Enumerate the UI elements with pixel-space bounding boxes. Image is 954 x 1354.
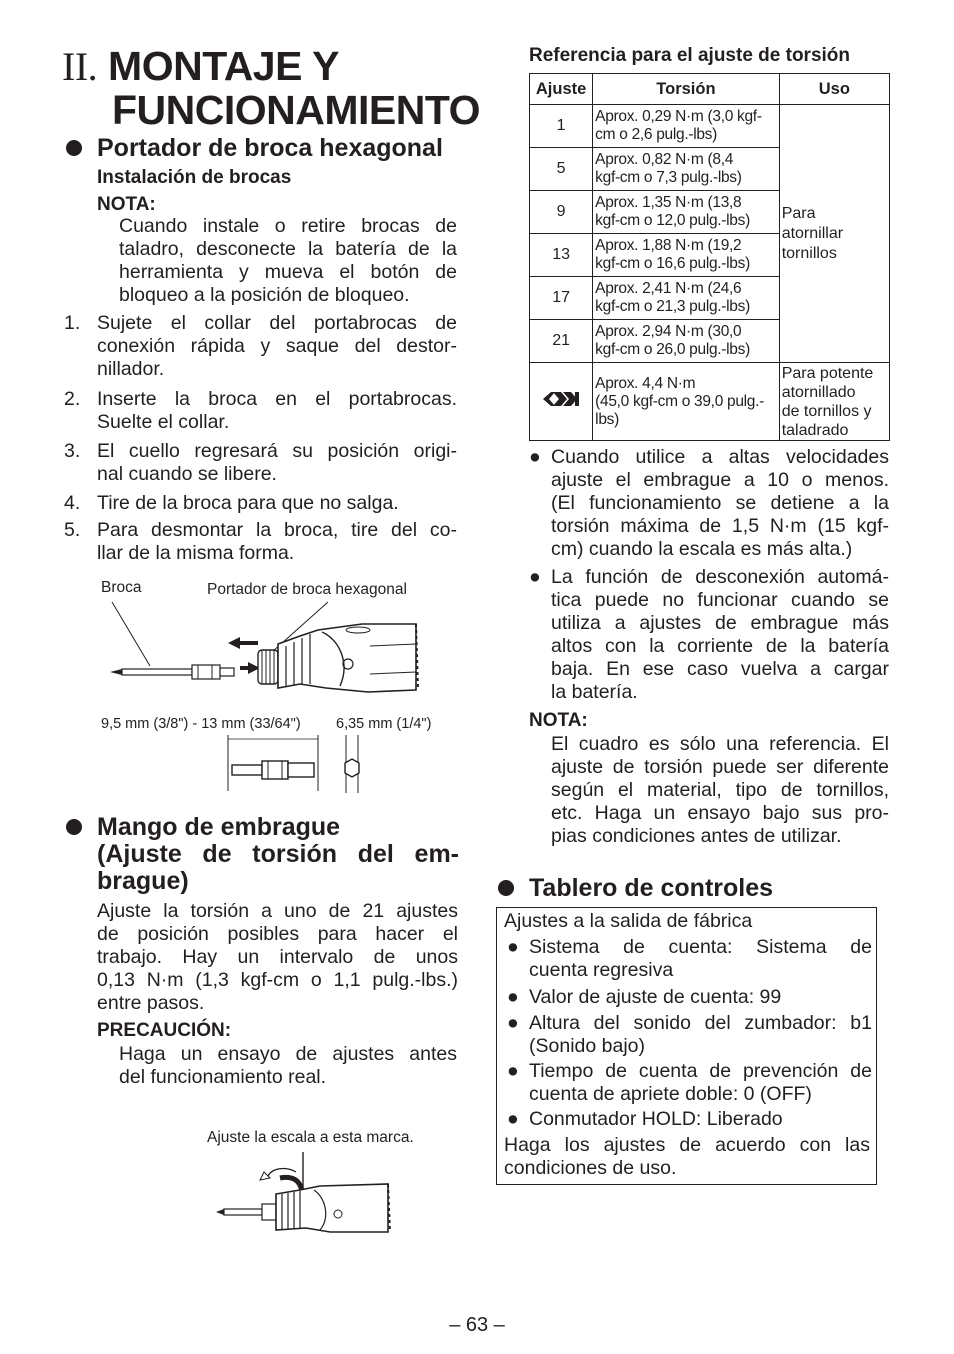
table-row: 17 Aprox. 2,41 N·m (24,6 kgf-cm o 21,3 pulg.-lbs) bbox=[530, 277, 890, 320]
bit-dimension-diagram bbox=[220, 733, 380, 793]
factory-settings-list: ● Sistema de cuenta: Sistema de cuenta regresiva ● Valor de ajuste de cuenta: 99 ● Altura del sonido del zumbador: b1 (Sonido bajo) ● Tiempo de cuenta de prevención de cuenta de apriete doble: 0 (OFF) ● Conmutador HOLD: Liberado bbox=[507, 936, 872, 1130]
uso-screws-cell: Para atornillar tornillos bbox=[779, 105, 889, 363]
section-title-line2: FUNCIONAMIENTO bbox=[112, 87, 481, 133]
fig-label-holder: Portador de broca hexagonal bbox=[207, 581, 407, 598]
clutch-fig-label: Ajuste la escala a esta marca. bbox=[207, 1129, 414, 1146]
panel-heading: Tablero de controles bbox=[529, 874, 774, 902]
drill-mode-icon bbox=[541, 390, 581, 408]
dim-length-label: 9,5 mm (3/8") - 13 mm (33/64") bbox=[101, 716, 301, 732]
bit-install-illustration bbox=[100, 596, 430, 706]
table-row: 13 Aprox. 1,88 N·m (19,2 kgf-cm o 16,6 pulg.-lbs) bbox=[530, 234, 890, 277]
table-row: Aprox. 4,4 N·m (45,0 kgf-cm o 39,0 pulg.- lbs) Para potente atornillado de tornillos y taladrado bbox=[530, 363, 890, 441]
caution-text: Haga un ensayo de ajustes antes del funcionamiento real. bbox=[119, 1043, 457, 1088]
hex-note-label: NOTA: bbox=[97, 194, 156, 215]
table-header-row bbox=[530, 74, 890, 105]
heading-bullet-icon bbox=[66, 140, 82, 156]
right-note-text: El cuadro es sólo una referencia. El ajuste de torsión puede ser diferente según el material, tipo de tornillos, etc. Haga un ensayo bajo sus pro- pias condiciones antes de utilizar. bbox=[551, 733, 889, 847]
table-row: 5 Aprox. 0,82 N·m (8,4 kgf-cm o 7,3 pulg.-lbs) bbox=[530, 148, 890, 191]
torque-table-caption: Referencia para el ajuste de torsión bbox=[529, 45, 851, 66]
hex-note-text: Cuando instale o retire brocas de taladro, desconecte la batería de la herramienta y mueva el botón de bloqueo a la posición de bloqueo. bbox=[119, 215, 457, 306]
panel-outro: Haga los ajustes de acuerdo con las condiciones de uso. bbox=[504, 1134, 870, 1179]
header-torsion: Torsión bbox=[593, 74, 780, 105]
clutch-body: Ajuste la torsión a uno de 21 ajustes de posición posibles para hacer el trabajo. Hay un intervalo de unos 0,13 N·m (1,3 kgf-cm o 1,1 pulg.-lbs.) entre pasos. bbox=[97, 900, 458, 1014]
heading-bullet-icon bbox=[498, 880, 514, 896]
header-ajuste: Ajuste bbox=[530, 74, 593, 105]
header-uso: Uso bbox=[779, 74, 889, 105]
section-roman-numeral: II. bbox=[62, 44, 98, 89]
list-item: ● La función de desconexión automá- tica puede no funcionar cuando se utiliza a ajustes de embrague más altos con la corriente de la batería baja. En ese caso vuelva a cargar la batería. bbox=[529, 566, 889, 703]
right-note-label: NOTA: bbox=[529, 710, 588, 731]
hex-subheading: Instalación de brocas bbox=[97, 167, 292, 188]
caution-label: PRECAUCIÓN: bbox=[97, 1020, 232, 1041]
section-title-line1: MONTAJE Y bbox=[108, 43, 339, 89]
section-title bbox=[62, 44, 339, 89]
dim-hex-label: 6,35 mm (1/4") bbox=[336, 716, 432, 732]
table-row: 21 Aprox. 2,94 N·m (30,0 kgf-cm o 26,0 pulg.-lbs) bbox=[530, 320, 890, 363]
list-item: ● Cuando utilice a altas velocidades ajuste el embrague a 10 o menos. (El funcionamiento se detiene a la torsión máxima de 1,5 N·m (15 kgf- cm) cuando la escala es más alta.) bbox=[529, 446, 889, 560]
install-steps-list: 1. Sujete el collar del portabrocas de conexión rápida y saque del destor- nillador. 2. Inserte la broca en el portabrocas. Suelte el collar. 3. El cuello regresará su posición origi- nal cuando se libere. 4. Tire de la broca para que no salga. 5. Para desmontar la broca, tire del co- llar de la misma forma. bbox=[64, 312, 457, 564]
hex-heading: Portador de broca hexagonal bbox=[97, 134, 443, 162]
torque-table bbox=[529, 73, 890, 441]
panel-intro: Ajustes a la salida de fábrica bbox=[504, 910, 753, 932]
clutch-adjust-illustration bbox=[210, 1148, 395, 1238]
fig-label-bit: Broca bbox=[101, 579, 142, 596]
page-number: – 63 – bbox=[449, 1314, 505, 1336]
table-row: 1 Aprox. 0,29 N·m (3,0 kgf- cm o 2,6 pulg.-lbs) Para atornillar tornillos bbox=[530, 105, 890, 148]
table-row: 9 Aprox. 1,35 N·m (13,8 kgf-cm o 12,0 pulg.-lbs) bbox=[530, 191, 890, 234]
clutch-heading: Mango de embrague (Ajuste de torsión del em- brague) bbox=[97, 813, 459, 895]
heading-bullet-icon bbox=[66, 819, 82, 835]
